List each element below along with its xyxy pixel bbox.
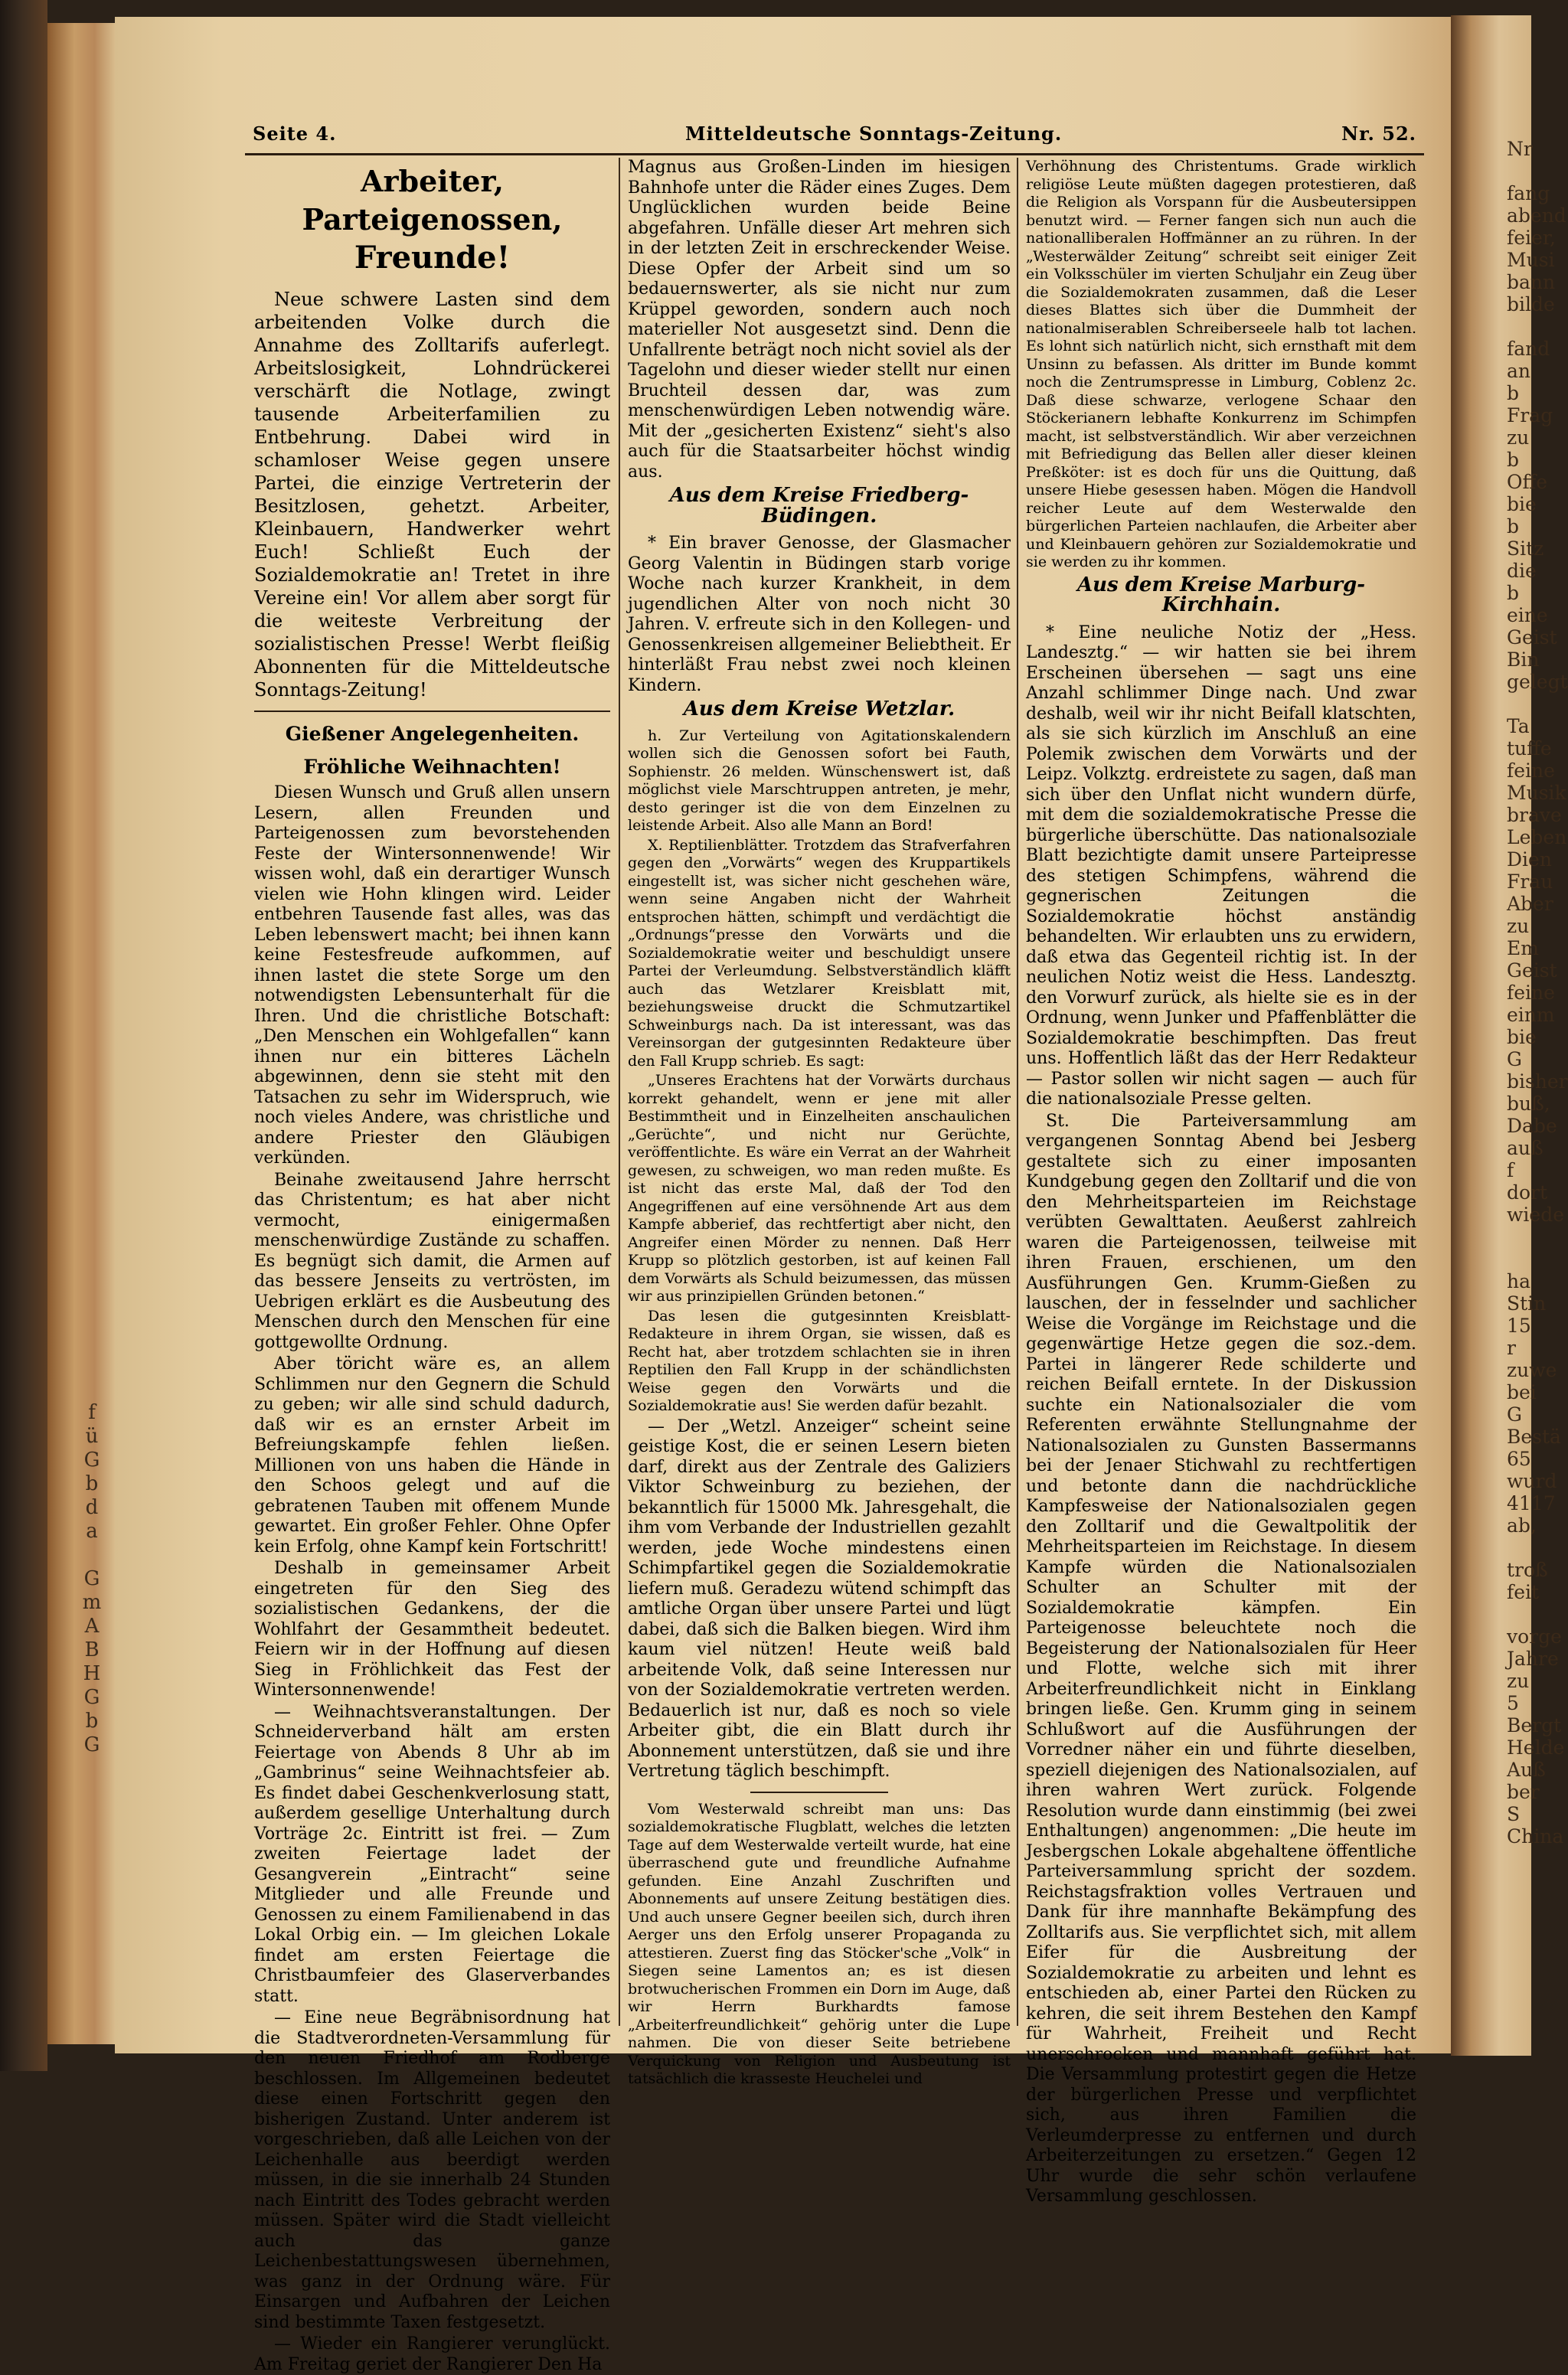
margin-fragment: Bergt bbox=[1507, 1714, 1562, 1736]
margin-fragment: Bin bbox=[1507, 648, 1540, 671]
newspaper-name: Mitteldeutsche Sonntags-Zeitung. bbox=[685, 123, 1063, 145]
margin-fragment: ber S bbox=[1507, 1781, 1540, 1825]
margin-fragment: Dabe bbox=[1507, 1115, 1557, 1137]
margin-fragment: b bbox=[85, 1710, 99, 1733]
margin-fragment bbox=[1507, 160, 1537, 182]
margin-fragment: Helde bbox=[1507, 1736, 1565, 1759]
appeal-text: Neue schwere Lasten sind dem arbeitenden Volke durch die Annahme des Zolltarifs auferlegt. Arbeitslosigkeit, Lohndrückerei verschärft die Notlage, zwingt tausende Arbeiterfamilien zu Entbehrung. Dabei wird in schamloser Weise gegen unsere Partei, die einzige Vertreterin der Besitzlosen, gehetzt. Arbeiter, Kleinbauern, Handwerker wehrt Euch! Schließt Euch der Sozialdemokratie an! Tretet in ihre Vereine ein! Vor allem aber sorgt für die weiteste Verbreitung der sozialistischen Presse! Werbt fleißig Abonnenten für die Mitteldeutsche Sonntags-Zeitung! bbox=[254, 289, 610, 701]
paragraph: Verhöhnung des Christentums. Grade wirklich religiöse Leute müßten dagegen protestieren, daß die Religion als Vorspann für die Ausbeutersippen benutzt wird. — Ferner fangen sich nun auch die nationalliberalen Hoffmänner an zu rühren. In der „Westerwälder Zeitung“ schreibt seit einiger Zeit ein Volksschüler im vierten Schuljahr ein Zeug über die Sozialdemokraten zusammen, daß die Leser dieses Blattes sich über die Dummheit der nationalmiserablen Schreiberseele halb tot lachen. Es lohnt sich natürlich nicht, sich ernsthaft mit dem Unsinn zu befassen. Als dritter im Bunde kommt noch die Zentrumspresse in Limburg, Coblenz 2c. Daß diese schwarze, verlogene Schaar den Stöckerianern lebhafte Konkurrenz im Schimpfen macht, ist selbstverständlich. Wir aber verzeichnen mit Befriedigung das Bellen aller dieser kleinen Preßköter: ist es doch für uns die Quittung, daß unsere Hiebe gesessen haben. Mögen die Handvoll reicher Leute auf dem Westerwalde den bürgerlichen Parteien nachlaufen, die Arbeiter aber und Kleinbauern gehören zur Sozialdemokratie und sie werden zu ihr kommen. bbox=[1026, 158, 1416, 570]
paragraph: Diesen Wunsch und Gruß allen unsern Lesern, allen Freunden und Parteigenossen zum bevorstehenden Feste der Wintersonnenwende! Wir wissen wohl, daß ein derartiger Wunsch vielen wie Hohn klingen wird. Leider entbehren Tausende fast alles, was das Leben lebenswert macht; bei ihnen kann keine Festesfreude aufkommen, auf ihnen lastet die stete Sorge um den notwendigsten Lebensunterhalt für die Ihren. Und die christliche Botschaft: „Den Menschen ein Wohlgefallen“ kann ihnen nur ein bitteres Lächeln abgewinnen, denn sie steht mit den Tatsachen zu sehr im Widerspruch, wie noch vieles Andere, was christliche und andere Priester den Gläubigen verkünden. bbox=[254, 783, 610, 1168]
margin-fragment: Stin bbox=[1507, 1292, 1547, 1315]
margin-fragment bbox=[1507, 693, 1537, 715]
paragraph: — Weihnachtsveranstaltungen. Der Schneiderverband hält am ersten Feiertage von Abends 8 Uhr ab im „Gambrinus“ seine Weihnachtsfeier ab. Es findet dabei Geschenkverlosung statt, außerdem gesellige Unterhaltung durch Vorträge 2c. Eintritt ist frei. — Zum zweiten Feiertage ladet der Gesangverein „Eintracht“ seine Mitglieder und alle Freunde und Genossen zu einem Familienabend in das Lokal Orbig ein. — Im gleichen Lokale findet am ersten Feiertage die Christbaumfeier des Glaserverbandes statt. bbox=[254, 1702, 610, 2006]
margin-fragment bbox=[1507, 1226, 1537, 1248]
margin-fragment: zu b bbox=[1507, 426, 1530, 471]
section-heading-marburg: Aus dem Kreise Marburg-Kirchhain. bbox=[1076, 573, 1366, 616]
margin-fragment: zu 5 bbox=[1507, 1670, 1530, 1714]
margin-fragment: feine bbox=[1507, 760, 1555, 782]
page-number: Seite 4. bbox=[253, 123, 337, 145]
margin-fragment: B bbox=[84, 1638, 100, 1661]
margin-fragment: G bbox=[83, 1733, 100, 1756]
margin-fragment: a bbox=[86, 1520, 98, 1543]
margin-fragment: einm bbox=[1507, 1004, 1555, 1026]
margin-fragment: ha bbox=[1507, 1270, 1531, 1292]
quotation: „Unseres Erachtens hat der Vorwärts durchaus korrekt gehandelt, wenn er jene mit aller Bestimmtheit und in Einzelheiten anschaulichen „Gerüchte“, und nicht nur Gerüchte, veröffentlichte. Es wäre ein Verrat an der Wahrheit gewesen, zu schweigen, wo man reden mußte. Es ist nicht das erste Mal, daß der Tod den Angegriffenen auf eine versöhnende Art aus dem Kampfe abberief, das rechtfertigt aber nicht, den Angreifer einen Mörder zu nennen. Daß Herr Krupp so plötzlich gestorben, ist auf keinen Fall dem Vorwärts als Schuld beizumessen, das müssen wir aus prinzipiellen Gründen betonen.“ bbox=[628, 1072, 1011, 1305]
header-rule bbox=[245, 153, 1424, 155]
margin-fragment: dort bbox=[1507, 1181, 1548, 1204]
paragraph: St. Die Parteiversammlung am vergangenen Sonntag Abend bei Jesberg gestaltete sich zu einer imposanten Kundgebung gegen den Zolltarif und die von den Mehrheitsparteien im Reichstage verübten Gewalttaten. Aeußerst zahlreich waren die Parteigenossen, teilweise mit ihren Frauen, erschienen, um den Ausführungen Gen. Krumm-Gießen zu lauschen, der in fesselnder und sachlicher Weise die Vorgänge im Reichstage und die gegenwärtige Hetze gegen die soz.-dem. Partei in längerer Rede schilderte und reichen Beifall erntete. In der Diskussion suchte ein Nationalsozialer die vom Referenten erwähnte Stellungnahme der Nationalsozialen zu Gunsten Bassermanns bei der Jenaer Stichwahl zu rechtfertigen und betonte dann die nachdrückliche Kampfesweise der Nationalsozialen gegen den Zolltarif und die Gewaltpolitik der Mehrheitsparteien im Reichstage. In diesem Kampfe würden die Nationalsozialen Schulter an Schulter mit der Sozialdemokratie kämpfen. Ein Parteigenosse beleuchtete noch die Begeisterung der Nationalsozialen für Heer und Flotte, welche sich mit ihrer Arbeiterfreundlichkeit nicht in Einklang bringen ließe. Gen. Krumm ging in seinem Schlußwort auf die Ausführungen der Vorredner näher ein und führte dieselben, speziell diejenigen des Nationalsozialen, auf ihren wahren Wert zurück. Folgende Resolution wurde dann einstimmig (bei zwei Enthaltungen) angenommen: „Die heute im Jesbergschen Lokale abgehaltene öffentliche Parteiversammlung spricht der sozdem. Reichstagsfraktion volles Vertrauen und Dank für ihre mannhafte Bekämpfung des Zolltarifs aus. Sie verpflichtet sich, mit allem Eifer für die Ausbreitung der Sozialdemokratie zu arbeiten und lehnt es entschieden ab, einer Partei den Rücken zu kehren, die seit ihrem Bestehen den Kampf für Wahrheit, Freiheit und Recht unerschrocken und mannhaft geführt hat. Die Versammlung protestirt gegen die Hetze der bürgerlichen Presse und verpflichtet sich, aus ihren Familien die Verleumderpresse zu entfernen und durch Arbeiterzeitungen zu ersetzen.“ Gegen 12 Uhr wurde die sehr schön verlaufene Versammlung geschlossen. bbox=[1026, 1111, 1416, 2206]
margin-fragment: Frag bbox=[1507, 404, 1553, 426]
paragraph: h. Zur Verteilung von Agitationskalendern wollen sich die Genossen sofort bei Fauth, Sophienstr. 26 melden. Wünschenswert ist, daß möglichst viele Marschtruppen antreten, je mehr, desto geringer ist die von dem Einzelnen zu leistende Arbeit. Also alle Mann an Bord! bbox=[628, 727, 1011, 834]
paragraph: Vom Westerwald schreibt man uns: Das sozialdemokratische Flugblatt, welches die letzten Tage auf dem Westerwalde verteilt wurde, hat eine überraschend gute und freundliche Aufnahme gefunden. Eine Anzahl Zuschriften und Abonnements auf unsere Zeitung bestätigen dies. Und auch unsere Gegner beeilen sich, durch ihren Aerger uns den Erfolg unserer Propaganda zu attestieren. Zuerst fing das Stöcker'sche „Volk“ in Siegen seine Lamentos an; es ist diesen brotwucherischen Frommen ein Dorn im Auge, daß wir Herrn Burkhardts famose „Arbeiterfreundlichkeit“ gehörig unter die Lupe nahmen. Die von dieser Seite betriebene Verquickung von Religion und Ausbeutung ist tatsächlich die krasseste Heuchelei und bbox=[628, 1800, 1011, 2087]
margin-fragment: bie b bbox=[1507, 493, 1537, 537]
paragraph: — Wieder ein Rangierer verunglückt. Am Freitag geriet der Rangierer Den Ha bbox=[254, 2334, 610, 2374]
appeal-title bbox=[254, 162, 610, 277]
margin-fragment: feine bbox=[1507, 982, 1555, 1004]
margin-fragment: fang bbox=[1507, 182, 1550, 204]
margin-fragment: wurd bbox=[1507, 1470, 1557, 1492]
margin-fragment: brave bbox=[1507, 804, 1562, 826]
margin-fragment: 15 r bbox=[1507, 1315, 1531, 1359]
section-heading-giessen: Gießener Angelegenheiten. bbox=[285, 723, 580, 745]
margin-fragment: Offe bbox=[1507, 471, 1548, 493]
margin-fragment: Geist bbox=[1507, 959, 1557, 982]
paragraph: Aber töricht wäre es, an allem Schlimmen nur den Gegnern die Schuld zu geben; wir alle sind schuld dadurch, daß wir es an ernster Arbeit im Befreiungskampfe fehlen ließen. Millionen von uns haben die Hände in den Schoos gelegt und auf die gebratenen Tauben mit offenem Munde gewartet. Ein großer Fehler. Ohne Opfer kein Erfolg, ohne Kampf kein Fortschritt! bbox=[254, 1354, 610, 1557]
margin-fragment: Musik bbox=[1507, 782, 1566, 804]
margin-fragment: Bestä bbox=[1507, 1426, 1561, 1448]
margin-fragment: d bbox=[85, 1496, 99, 1519]
margin-fragment: die b bbox=[1507, 560, 1537, 604]
margin-fragment: feier, bbox=[1507, 227, 1556, 249]
column-rule-2 bbox=[1017, 158, 1018, 2026]
margin-fragment: bilde bbox=[1507, 293, 1555, 315]
margin-fragment: bei G bbox=[1507, 1381, 1537, 1426]
margin-fragment: fand bbox=[1507, 338, 1550, 360]
column-3 bbox=[1026, 158, 1416, 2206]
margin-fragment: Musi bbox=[1507, 249, 1555, 271]
margin-fragment: an b bbox=[1507, 360, 1531, 404]
margin-fragment: Auß bbox=[1507, 1759, 1546, 1781]
left-margin-fragments bbox=[77, 1401, 107, 1757]
paragraph: Beinahe zweitausend Jahre herrscht das Christentum; es hat aber nicht vermocht, einigermaßen menschenwürdige Zustände zu schaffen. Es begnügt sich damit, die Armen auf das bessere Jenseits zu vertrösten, im Uebrigen erklärt es die Ausbeutung des Menschen durch den Menschen für eine gottgewollte Ordnung. bbox=[254, 1170, 610, 1352]
margin-fragment: troß bbox=[1507, 1559, 1548, 1581]
margin-fragment: 65 bbox=[1507, 1448, 1531, 1470]
margin-fragment: H bbox=[83, 1662, 101, 1685]
margin-fragment: bie G bbox=[1507, 1026, 1537, 1070]
margin-fragment: Ta bbox=[1507, 715, 1530, 737]
margin-fragment: Jahre bbox=[1507, 1648, 1559, 1670]
margin-fragment: Dien bbox=[1507, 848, 1552, 871]
margin-fragment: zuwe bbox=[1507, 1359, 1557, 1381]
page-header bbox=[253, 123, 1416, 153]
margin-fragment: G bbox=[83, 1567, 100, 1590]
margin-fragment: China bbox=[1507, 1825, 1564, 1847]
margin-fragment: auß f bbox=[1507, 1137, 1544, 1181]
book-binding bbox=[0, 0, 47, 2071]
margin-fragment: Sitz bbox=[1507, 537, 1544, 560]
appeal-title-line-1: Arbeiter, Parteigenossen, bbox=[302, 164, 563, 237]
margin-fragment: vorge bbox=[1507, 1625, 1562, 1648]
margin-fragment: feit bbox=[1507, 1581, 1540, 1603]
paragraph: * Ein braver Genosse, der Glasmacher Georg Valentin in Büdingen starb vorige Woche nach kurzer Krankheit, in dem jugendlichen Alter von noch nicht 30 Jahren. V. erfreute sich in den Kollegen- und Genossenkreisen allgemeiner Beliebtheit. Er hinterläßt Frau nebst zwei noch kleinen Kindern. bbox=[628, 534, 1011, 695]
paragraph: X. Reptilienblätter. Trotzdem das Strafverfahren gegen den „Vorwärts“ wegen des Kruppartikels eingestellt ist, was sicher nicht geschehen wäre, wenn seine Angaben nicht der Wahrheit entsprochen hätten, schimpft und verdächtigt die „Ordnungs“presse den Vorwärts und die Sozialdemokratie weiter und beschuldigt unsere Partei der Verleumdung. Selbstverständlich kläfft auch das Wetzlarer Kreisblatt mit, beziehungsweise druckt die Schmutzartikel Schweinburgs nach. Da ist interessant, was das Vereinsorgan der gutgesinnten Redakteure über den Fall Krupp schrieb. Es sagt: bbox=[628, 836, 1011, 1070]
issue-number: Nr. 52. bbox=[1341, 123, 1416, 145]
margin-fragment: A bbox=[84, 1615, 100, 1638]
margin-fragment: Leben bbox=[1507, 826, 1567, 848]
section-heading-wetzlar: Aus dem Kreise Wetzlar. bbox=[683, 697, 956, 720]
section-rule bbox=[254, 711, 610, 712]
paragraph: Deshalb in gemeinsamer Arbeit eingetreten für den Sieg des sozialistischen Gedankens, der die Wohlfahrt der Gesammtheit bedeutet. Feiern wir in der Hoffnung auf diesen Sieg in Fröhlichkeit das Fest der Wintersonnenwende! bbox=[254, 1559, 610, 1700]
margin-fragment: m bbox=[82, 1591, 102, 1614]
margin-fragment: Frau bbox=[1507, 871, 1553, 893]
right-margin-fragments bbox=[1507, 138, 1568, 1847]
paragraph: * Eine neuliche Notiz der „Hess. Landesztg.“ — wir hatten sie bei ihrem Erscheinen übersehen — sagt uns eine Anzahl schlimmer Dinge nach. Und zwar deshalb, weil wir ihr nicht Beifall klatschten, als sie sich kürzlich im Anschluß an eine Polemik zwischen dem Vorwärts und der Leipz. Volkztg. erdreistete zu sagen, daß man sich über den Unflat nicht wundern dürfe, mit dem die sozialdemokratische Presse die bürgerliche überschütte. Das nationalsoziale Blatt bezichtigte damit unsere Parteipresse des stetigen Schimpfens, während die gegnerischen Zeitungen die Sozialdemokratie höchst anständig behandelten. Wir erlaubten uns zu erwidern, daß etwa das Gegenteil richtig ist. In der neulichen Notiz weist die Hess. Landesztg. den Vorwurf zurück, als hielte sie es in der Ordnung, wenn Junker und Pfaffenblätter die Sozialdemokratie beschimpften. Das freut uns. Hoffentlich läßt das der Herr Redakteur — Pastor sollen wir nicht sagen — auch für die nationalsoziale Presse gelten. bbox=[1026, 622, 1416, 1109]
margin-fragment: Geist bbox=[1507, 626, 1557, 648]
margin-fragment: eine bbox=[1507, 604, 1548, 626]
margin-fragment bbox=[1507, 1248, 1537, 1270]
short-rule bbox=[750, 1792, 888, 1793]
margin-fragment: Aber bbox=[1507, 893, 1553, 915]
margin-fragment: bisher bbox=[1507, 1070, 1568, 1093]
margin-fragment: wiede bbox=[1507, 1204, 1564, 1226]
margin-fragment: f bbox=[88, 1401, 96, 1424]
margin-fragment: G bbox=[83, 1686, 100, 1709]
margin-fragment: gelegt bbox=[1507, 671, 1568, 693]
paragraph: — Eine neue Begräbnisordnung hat die Stadtverordneten-Versammlung für den neuen Friedhof am Rodberge beschlossen. Im Allgemeinen bedeutet diese einen Fortschritt gegen den bisherigen Zustand. Unter anderem ist vorgeschrieben, daß alle Leichen von der Leichenhalle aus beerdigt werden müssen, in die sie innerhalb 24 Stunden nach Eintritt des Todes gebracht werden müssen. Später wird die Stadt vielleicht auch das ganze Leichenbestattungswesen übernehmen, was ganz in der Ordnung wäre. Für Einsargen und Aufbahren der Leichen sind bestimmte Taxen festgesetzt. bbox=[254, 2008, 610, 2332]
paragraph: Das lesen die gutgesinnten Kreisblatt-Redakteure in ihrem Organ, sie wissen, daß es Recht hat, aber trotzdem schlachten sie in ihren Reptilien den Fall Krupp in der schändlichsten Weise gegen den Vorwärts und die Sozialdemokratie aus! Sie werden dafür bezahlt. bbox=[628, 1307, 1011, 1414]
margin-fragment bbox=[1507, 1537, 1537, 1559]
paragraph: Magnus aus Großen-Linden im hiesigen Bahnhofe unter die Räder eines Zuges. Dem Unglücklichen wurden beide Beine abgefahren. Unfälle dieser Art mehren sich in der letzten Zeit in erschreckender Weise. Diese Opfer der Arbeit sind um so bedauernswerter, als sie nicht nur zum Krüppel geworden, sondern auch noch materieller Not ausgesetzt sind. Denn die Unfallrente beträgt noch nicht soviel als der Tagelohn und dieser wieder stellt nur einen Bruchteil dessen dar, was zum menschenwürdigen Leben notwendig wäre. Mit der „gesicherten Existenz“ sieht's also auch für die Staatsarbeiter höchst windig aus. bbox=[628, 158, 1011, 482]
column-2 bbox=[628, 158, 1011, 2087]
margin-fragment: buß, bbox=[1507, 1093, 1550, 1115]
margin-fragment bbox=[77, 1544, 107, 1567]
paragraph: — Der „Wetzl. Anzeiger“ scheint seine geistige Kost, die er seinen Lesern bieten darf, direkt aus der Zentrale des Galiziers Viktor Schweinburg zu beziehen, der bekanntlich für 15000 Mk. Jahresgehalt, die ihm vom Verbande der Industriellen gezahlt werden, jede Woche mindestens einen Schimpfartikel gegen die Sozialdemokratie liefern muß. Geradezu wütend schimpft das amtliche Organ über unsere Partei und lügt dabei, daß sich die Balken biegen. Wird ihm kaum viel nützen! Heute weiß bald arbeitende Volk, daß seine Interessen nur von der Sozialdemokratie vertreten werden. Bedauerlich ist nur, daß es noch so viele Arbeiter gibt, die ein Blatt durch ihr Abonnement unterstützen, daß sie und ihre Vertretung täglich beschimpft. bbox=[628, 1416, 1011, 1781]
margin-fragment: bann bbox=[1507, 271, 1556, 293]
article-title-weihnachten: Fröhliche Weihnachten! bbox=[303, 755, 561, 778]
margin-fragment: G bbox=[83, 1449, 100, 1472]
appeal-title-line-2: Freunde! bbox=[354, 240, 511, 276]
margin-fragment: ab, bbox=[1507, 1514, 1537, 1537]
column-1 bbox=[254, 158, 610, 2374]
margin-fragment bbox=[1507, 1603, 1537, 1625]
margin-fragment: Nr bbox=[1507, 138, 1533, 160]
margin-fragment: abend bbox=[1507, 204, 1566, 227]
margin-fragment: ü bbox=[85, 1425, 99, 1448]
margin-fragment bbox=[1507, 315, 1537, 338]
column-rule-1 bbox=[619, 158, 620, 2026]
margin-fragment: zu bbox=[1507, 915, 1530, 937]
section-heading-friedberg: Aus dem Kreise Friedberg-Büdingen. bbox=[669, 484, 969, 528]
margin-fragment: tuffe bbox=[1507, 737, 1552, 760]
margin-fragment: Em bbox=[1507, 937, 1539, 959]
margin-fragment: b bbox=[85, 1472, 99, 1495]
margin-fragment: 4117 bbox=[1507, 1492, 1556, 1514]
